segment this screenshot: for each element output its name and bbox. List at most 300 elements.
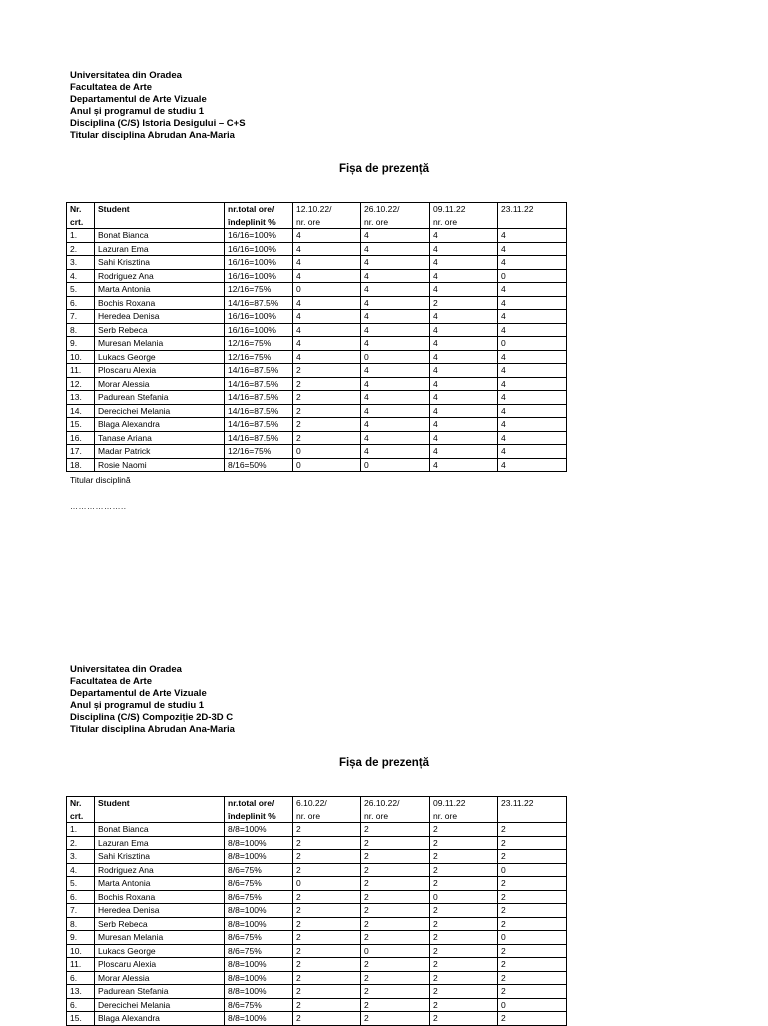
col-student-sub <box>95 216 225 229</box>
col-total: nr.total ore/ <box>225 797 293 810</box>
table-row <box>67 958 567 972</box>
total-percent: 14/16=87.5% <box>225 418 293 432</box>
hours-date-2: 4 <box>361 269 430 283</box>
hours-date-1: 2 <box>293 418 361 432</box>
row-number: 15. <box>67 1012 95 1026</box>
header-line: Titular disciplina Abrudan Ana-Maria <box>70 130 235 141</box>
hours-date-1: 4 <box>293 350 361 364</box>
header-line: Universitatea din Oradea <box>70 664 182 675</box>
hours-date-3: 4 <box>430 377 498 391</box>
sheet2-header <box>70 664 235 736</box>
col-date: 12.10.22/ <box>293 203 361 216</box>
hours-date-1: 2 <box>293 364 361 378</box>
table-row <box>67 445 567 459</box>
hours-date-2: 2 <box>361 931 430 945</box>
hours-date-1: 4 <box>293 242 361 256</box>
student-name: Rosie Naomi <box>95 458 225 472</box>
hours-date-3: 4 <box>430 431 498 445</box>
hours-date-3: 2 <box>430 998 498 1012</box>
hours-date-1: 4 <box>293 296 361 310</box>
hours-date-1: 2 <box>293 917 361 931</box>
hours-date-3: 2 <box>430 850 498 864</box>
hours-date-2: 2 <box>361 985 430 999</box>
hours-date-2: 0 <box>361 458 430 472</box>
hours-date-1: 0 <box>293 877 361 891</box>
table-row <box>67 458 567 472</box>
hours-date-3: 4 <box>430 391 498 405</box>
hours-date-3: 4 <box>430 283 498 297</box>
hours-date-4: 4 <box>498 323 567 337</box>
hours-date-2: 4 <box>361 229 430 243</box>
hours-date-1: 2 <box>293 431 361 445</box>
table-row <box>67 890 567 904</box>
hours-date-4: 4 <box>498 391 567 405</box>
student-name: Sahi Krisztina <box>95 256 225 270</box>
row-number: 2. <box>67 836 95 850</box>
hours-date-4: 4 <box>498 418 567 432</box>
table-row <box>67 944 567 958</box>
hours-date-2: 4 <box>361 431 430 445</box>
row-number: 13. <box>67 391 95 405</box>
total-percent: 12/16=75% <box>225 350 293 364</box>
hours-date-1: 4 <box>293 229 361 243</box>
total-percent: 8/8=100% <box>225 985 293 999</box>
total-percent: 12/16=75% <box>225 445 293 459</box>
hours-date-4: 0 <box>498 931 567 945</box>
total-percent: 8/8=100% <box>225 1012 293 1026</box>
row-number: 17. <box>67 445 95 459</box>
header-line: Departamentul de Arte Vizuale <box>70 688 207 699</box>
hours-date-4: 4 <box>498 283 567 297</box>
total-percent: 8/6=75% <box>225 890 293 904</box>
total-percent: 14/16=87.5% <box>225 391 293 405</box>
hours-date-1: 4 <box>293 337 361 351</box>
hours-date-3: 2 <box>430 877 498 891</box>
hours-date-4: 4 <box>498 256 567 270</box>
hours-date-1: 4 <box>293 256 361 270</box>
col-date-sub: nr. ore <box>293 810 361 823</box>
hours-date-1: 2 <box>293 404 361 418</box>
hours-date-3: 2 <box>430 931 498 945</box>
hours-date-3: 4 <box>430 229 498 243</box>
col-date: 26.10.22/ <box>361 797 430 810</box>
student-name: Rodriguez Ana <box>95 863 225 877</box>
hours-date-3: 2 <box>430 971 498 985</box>
hours-date-1: 2 <box>293 890 361 904</box>
row-number: 10. <box>67 350 95 364</box>
student-name: Lukacs George <box>95 944 225 958</box>
row-number: 7. <box>67 904 95 918</box>
hours-date-2: 2 <box>361 823 430 837</box>
student-name: Bonat Bianca <box>95 229 225 243</box>
student-name: Padurean Stefania <box>95 985 225 999</box>
row-number: 8. <box>67 323 95 337</box>
col-date-sub: nr. ore <box>361 216 430 229</box>
row-number: 9. <box>67 337 95 351</box>
hours-date-1: 0 <box>293 458 361 472</box>
hours-date-4: 4 <box>498 377 567 391</box>
student-name: Heredea Denisa <box>95 904 225 918</box>
table-row <box>67 296 567 310</box>
hours-date-2: 2 <box>361 850 430 864</box>
student-name: Bochis Roxana <box>95 296 225 310</box>
total-percent: 8/8=100% <box>225 971 293 985</box>
hours-date-3: 2 <box>430 904 498 918</box>
student-name: Muresan Melania <box>95 337 225 351</box>
hours-date-4: 4 <box>498 296 567 310</box>
col-student-sub <box>95 810 225 823</box>
student-name: Serb Rebeca <box>95 917 225 931</box>
row-number: 2. <box>67 242 95 256</box>
sheet1-attendance-table <box>66 202 567 472</box>
col-date-sub: nr. ore <box>430 216 498 229</box>
col-date-sub <box>498 810 567 823</box>
hours-date-4: 0 <box>498 269 567 283</box>
table-row <box>67 269 567 283</box>
hours-date-3: 2 <box>430 985 498 999</box>
hours-date-3: 2 <box>430 958 498 972</box>
col-student: Student <box>95 203 225 216</box>
col-date: 09.11.22 <box>430 797 498 810</box>
hours-date-2: 2 <box>361 863 430 877</box>
hours-date-2: 2 <box>361 998 430 1012</box>
table-row <box>67 836 567 850</box>
table-row <box>67 323 567 337</box>
table-row <box>67 256 567 270</box>
hours-date-4: 2 <box>498 877 567 891</box>
table-row <box>67 229 567 243</box>
header-line: Departamentul de Arte Vizuale <box>70 94 207 105</box>
col-date: 6.10.22/ <box>293 797 361 810</box>
row-number: 16. <box>67 431 95 445</box>
student-name: Bonat Bianca <box>95 823 225 837</box>
student-name: Sahi Krisztina <box>95 850 225 864</box>
student-name: Madar Patrick <box>95 445 225 459</box>
hours-date-3: 4 <box>430 337 498 351</box>
row-number: 15. <box>67 418 95 432</box>
col-date: 23.11.22 <box>498 203 567 216</box>
hours-date-1: 2 <box>293 850 361 864</box>
col-date-sub: nr. ore <box>361 810 430 823</box>
hours-date-3: 4 <box>430 269 498 283</box>
table-row <box>67 310 567 324</box>
student-name: Lazuran Ema <box>95 836 225 850</box>
total-percent: 12/16=75% <box>225 337 293 351</box>
hours-date-3: 4 <box>430 458 498 472</box>
col-total-sub: îndeplinit % <box>225 810 293 823</box>
student-name: Marta Antonia <box>95 877 225 891</box>
total-percent: 8/8=100% <box>225 904 293 918</box>
total-percent: 8/8=100% <box>225 850 293 864</box>
row-number: 1. <box>67 823 95 837</box>
total-percent: 16/16=100% <box>225 256 293 270</box>
hours-date-3: 4 <box>430 350 498 364</box>
row-number: 10. <box>67 944 95 958</box>
row-number: 6. <box>67 296 95 310</box>
hours-date-3: 4 <box>430 242 498 256</box>
student-name: Tanase Ariana <box>95 431 225 445</box>
total-percent: 8/6=75% <box>225 877 293 891</box>
student-name: Padurean Stefania <box>95 391 225 405</box>
table-row <box>67 377 567 391</box>
col-nr: Nr. <box>67 797 95 810</box>
header-line: Facultatea de Arte <box>70 676 153 687</box>
signature-dots: ……………….. <box>70 502 127 511</box>
hours-date-2: 4 <box>361 337 430 351</box>
hours-date-3: 2 <box>430 863 498 877</box>
hours-date-4: 4 <box>498 364 567 378</box>
student-name: Morar Alessia <box>95 971 225 985</box>
col-total-sub: îndeplinit % <box>225 216 293 229</box>
total-percent: 8/8=100% <box>225 836 293 850</box>
hours-date-3: 4 <box>430 404 498 418</box>
hours-date-2: 4 <box>361 404 430 418</box>
row-number: 1. <box>67 229 95 243</box>
row-number: 8. <box>67 917 95 931</box>
total-percent: 16/16=100% <box>225 310 293 324</box>
hours-date-4: 2 <box>498 836 567 850</box>
table-row <box>67 431 567 445</box>
row-number: 7. <box>67 310 95 324</box>
hours-date-4: 0 <box>498 863 567 877</box>
hours-date-1: 2 <box>293 998 361 1012</box>
hours-date-3: 2 <box>430 1012 498 1026</box>
hours-date-2: 2 <box>361 958 430 972</box>
student-name: Heredea Denisa <box>95 310 225 324</box>
student-name: Blaga Alexandra <box>95 418 225 432</box>
hours-date-3: 4 <box>430 310 498 324</box>
hours-date-1: 0 <box>293 445 361 459</box>
header-line: Universitatea din Oradea <box>70 70 182 81</box>
hours-date-4: 4 <box>498 458 567 472</box>
hours-date-2: 2 <box>361 917 430 931</box>
hours-date-3: 2 <box>430 823 498 837</box>
row-number: 6. <box>67 998 95 1012</box>
hours-date-3: 4 <box>430 445 498 459</box>
hours-date-4: 0 <box>498 337 567 351</box>
footer-label: Titular disciplină <box>70 475 131 485</box>
row-number: 14. <box>67 404 95 418</box>
total-percent: 8/8=100% <box>225 958 293 972</box>
table-row <box>67 904 567 918</box>
table-row <box>67 931 567 945</box>
table-row <box>67 242 567 256</box>
col-date: 23.11.22 <box>498 797 567 810</box>
col-student: Student <box>95 797 225 810</box>
student-name: Morar Alessia <box>95 377 225 391</box>
hours-date-3: 2 <box>430 296 498 310</box>
col-date-sub <box>498 216 567 229</box>
row-number: 11. <box>67 958 95 972</box>
hours-date-3: 4 <box>430 418 498 432</box>
header-line: Disciplina (C/S) Compoziție 2D-3D C <box>70 712 234 723</box>
hours-date-2: 4 <box>361 418 430 432</box>
total-percent: 8/8=100% <box>225 823 293 837</box>
hours-date-4: 2 <box>498 985 567 999</box>
student-name: Lukacs George <box>95 350 225 364</box>
table-row <box>67 404 567 418</box>
table-row <box>67 823 567 837</box>
hours-date-4: 4 <box>498 431 567 445</box>
hours-date-3: 2 <box>430 836 498 850</box>
hours-date-1: 2 <box>293 377 361 391</box>
hours-date-2: 4 <box>361 445 430 459</box>
hours-date-1: 2 <box>293 985 361 999</box>
hours-date-1: 4 <box>293 323 361 337</box>
hours-date-2: 0 <box>361 944 430 958</box>
row-number: 6. <box>67 971 95 985</box>
hours-date-1: 2 <box>293 1012 361 1026</box>
hours-date-1: 2 <box>293 836 361 850</box>
col-date-sub: nr. ore <box>293 216 361 229</box>
total-percent: 12/16=75% <box>225 283 293 297</box>
total-percent: 8/6=75% <box>225 944 293 958</box>
table-row <box>67 863 567 877</box>
col-nr-sub: crt. <box>67 216 95 229</box>
hours-date-2: 4 <box>361 323 430 337</box>
hours-date-1: 2 <box>293 863 361 877</box>
sheet2-title: Fișa de prezență <box>338 757 430 769</box>
header-line: Facultatea de Arte <box>70 82 153 93</box>
col-date-sub: nr. ore <box>430 810 498 823</box>
col-date: 09.11.22 <box>430 203 498 216</box>
total-percent: 8/8=100% <box>225 917 293 931</box>
col-total: nr.total ore/ <box>225 203 293 216</box>
hours-date-2: 2 <box>361 877 430 891</box>
row-number: 3. <box>67 850 95 864</box>
row-number: 5. <box>67 877 95 891</box>
header-line: Anul și programul de studiu 1 <box>70 700 205 711</box>
hours-date-3: 0 <box>430 890 498 904</box>
hours-date-4: 2 <box>498 904 567 918</box>
hours-date-2: 4 <box>361 296 430 310</box>
hours-date-4: 2 <box>498 890 567 904</box>
hours-date-3: 4 <box>430 364 498 378</box>
total-percent: 16/16=100% <box>225 323 293 337</box>
hours-date-4: 2 <box>498 944 567 958</box>
hours-date-4: 4 <box>498 445 567 459</box>
hours-date-1: 2 <box>293 931 361 945</box>
header-line: Anul și programul de studiu 1 <box>70 106 205 117</box>
student-name: Rodriguez Ana <box>95 269 225 283</box>
total-percent: 8/6=75% <box>225 931 293 945</box>
total-percent: 16/16=100% <box>225 269 293 283</box>
hours-date-4: 2 <box>498 917 567 931</box>
student-name: Ploscaru Alexia <box>95 364 225 378</box>
col-nr-sub: crt. <box>67 810 95 823</box>
table-row <box>67 337 567 351</box>
sheet1-title: Fișa de prezență <box>338 163 430 175</box>
hours-date-3: 4 <box>430 323 498 337</box>
row-number: 12. <box>67 377 95 391</box>
hours-date-4: 4 <box>498 229 567 243</box>
total-percent: 14/16=87.5% <box>225 404 293 418</box>
hours-date-3: 2 <box>430 917 498 931</box>
hours-date-2: 4 <box>361 242 430 256</box>
student-name: Serb Rebeca <box>95 323 225 337</box>
hours-date-2: 4 <box>361 283 430 297</box>
hours-date-2: 4 <box>361 377 430 391</box>
table-row <box>67 850 567 864</box>
row-number: 5. <box>67 283 95 297</box>
table-row <box>67 1012 567 1026</box>
total-percent: 8/6=75% <box>225 998 293 1012</box>
sheet2-attendance-table <box>66 796 567 1026</box>
hours-date-2: 2 <box>361 890 430 904</box>
student-name: Derecichei Melania <box>95 998 225 1012</box>
row-number: 4. <box>67 269 95 283</box>
hours-date-3: 2 <box>430 944 498 958</box>
student-name: Marta Antonia <box>95 283 225 297</box>
hours-date-2: 2 <box>361 1012 430 1026</box>
hours-date-2: 2 <box>361 971 430 985</box>
hours-date-2: 0 <box>361 350 430 364</box>
header-line: Titular disciplina Abrudan Ana-Maria <box>70 724 235 735</box>
total-percent: 16/16=100% <box>225 229 293 243</box>
header-line: Disciplina (C/S) Istoria Desigului – C+S <box>70 118 246 129</box>
sheet1-header <box>70 70 246 142</box>
hours-date-4: 2 <box>498 1012 567 1026</box>
hours-date-2: 4 <box>361 256 430 270</box>
hours-date-1: 2 <box>293 971 361 985</box>
table-row <box>67 917 567 931</box>
hours-date-2: 4 <box>361 391 430 405</box>
row-number: 6. <box>67 890 95 904</box>
row-number: 4. <box>67 863 95 877</box>
hours-date-4: 0 <box>498 998 567 1012</box>
student-name: Derecichei Melania <box>95 404 225 418</box>
hours-date-1: 2 <box>293 904 361 918</box>
row-number: 9. <box>67 931 95 945</box>
table-row <box>67 998 567 1012</box>
row-number: 3. <box>67 256 95 270</box>
hours-date-1: 0 <box>293 283 361 297</box>
total-percent: 16/16=100% <box>225 242 293 256</box>
table-row <box>67 985 567 999</box>
total-percent: 14/16=87.5% <box>225 364 293 378</box>
hours-date-3: 4 <box>430 256 498 270</box>
row-number: 18. <box>67 458 95 472</box>
hours-date-1: 2 <box>293 823 361 837</box>
hours-date-1: 2 <box>293 944 361 958</box>
hours-date-2: 4 <box>361 364 430 378</box>
row-number: 13. <box>67 985 95 999</box>
total-percent: 8/16=50% <box>225 458 293 472</box>
hours-date-4: 4 <box>498 242 567 256</box>
hours-date-2: 4 <box>361 310 430 324</box>
hours-date-1: 4 <box>293 310 361 324</box>
col-date: 26.10.22/ <box>361 203 430 216</box>
table-row <box>67 391 567 405</box>
table-row <box>67 283 567 297</box>
hours-date-4: 4 <box>498 310 567 324</box>
total-percent: 8/6=75% <box>225 863 293 877</box>
student-name: Blaga Alexandra <box>95 1012 225 1026</box>
hours-date-4: 2 <box>498 823 567 837</box>
student-name: Bochis Roxana <box>95 890 225 904</box>
hours-date-2: 2 <box>361 836 430 850</box>
table-row <box>67 971 567 985</box>
student-name: Lazuran Ema <box>95 242 225 256</box>
student-name: Ploscaru Alexia <box>95 958 225 972</box>
hours-date-4: 2 <box>498 850 567 864</box>
table-row <box>67 877 567 891</box>
hours-date-1: 4 <box>293 269 361 283</box>
total-percent: 14/16=87.5% <box>225 377 293 391</box>
hours-date-1: 2 <box>293 391 361 405</box>
table-row <box>67 418 567 432</box>
table-row <box>67 364 567 378</box>
